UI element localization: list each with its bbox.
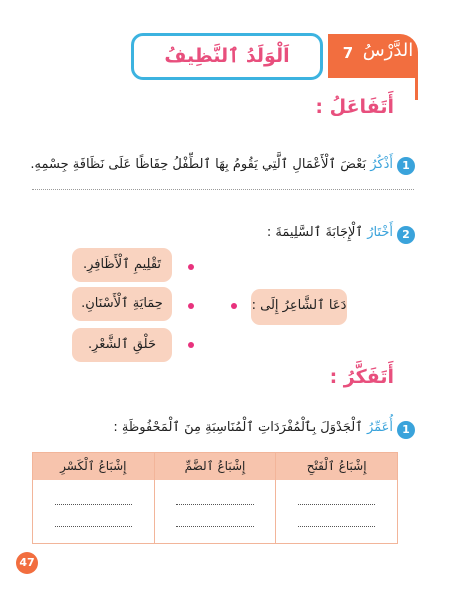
- question-3-body: ٱلْجَدْوَلَ بِٱلْمُفْرَدَاتِ ٱلْمُنَاسِبَةِ مِنَ ٱلْمَحْفُوظَةِ :: [113, 420, 367, 435]
- option-2[interactable]: حِمَايَةِ ٱلْأَسْنَانِ.: [72, 287, 172, 321]
- option-2-dot[interactable]: [188, 303, 194, 309]
- question-1-keyword: أَذْكُرُ: [370, 157, 393, 172]
- option-1-dot[interactable]: [188, 264, 194, 270]
- vocab-table: [32, 452, 398, 544]
- table-cell-fatha[interactable]: [275, 480, 397, 543]
- page-number: 47: [16, 552, 38, 574]
- table-header-kasra: إِشْبَاعُ ٱلْكَسْرِ: [60, 459, 127, 473]
- option-3[interactable]: حَلْقِ ٱلشَّعْرِ.: [72, 328, 172, 362]
- answer-line[interactable]: [176, 526, 253, 527]
- option-1[interactable]: تَقْلِيمِ ٱلْأَظَافِرِ.: [72, 248, 172, 282]
- question-number-3: 1: [397, 421, 415, 439]
- table-header-fatha: إِشْبَاعُ ٱلْفَتْحِ: [275, 453, 397, 480]
- question-2-keyword: أَخْتَارُ: [367, 225, 393, 240]
- tab-divider: [415, 78, 418, 100]
- question-number-1: 1: [397, 157, 415, 175]
- answer-line[interactable]: [298, 504, 375, 505]
- answer-line[interactable]: [32, 189, 414, 190]
- prompt-connector-dot[interactable]: [231, 303, 237, 309]
- lesson-label: الدَّرْسُ: [362, 40, 414, 61]
- answer-line[interactable]: [298, 526, 375, 527]
- question-2-prompt: دَعَا ٱلشَّاعِرُ إِلَى :: [251, 289, 347, 325]
- question-number-2: 2: [397, 226, 415, 244]
- question-1-text: [30, 157, 393, 172]
- table-cell-damma[interactable]: [154, 480, 276, 543]
- section-heading-interact: أَتَفَاعَلُ :: [315, 96, 394, 118]
- table-cell-kasra[interactable]: [33, 480, 154, 543]
- question-1-body: بَعْضَ ٱلْأَعْمَالِ ٱلَّتِي يَقُومُ بِهَا ٱلطِّفْلُ حِفَاظًا عَلَى نَظَافَةِ جِسْمِهِ.: [30, 157, 371, 172]
- answer-line[interactable]: [55, 504, 132, 505]
- lesson-title: اَلْوَلَدُ ٱلنَّظِيفُ: [164, 45, 290, 67]
- table-header-row: [33, 453, 397, 480]
- table-row: [33, 480, 397, 543]
- lesson-tab: [328, 34, 418, 78]
- answer-line[interactable]: [55, 526, 132, 527]
- question-3-keyword: أُعَمِّرُ: [366, 420, 393, 435]
- answer-line[interactable]: [176, 504, 253, 505]
- option-3-dot[interactable]: [188, 342, 194, 348]
- lesson-number: 7: [342, 44, 354, 62]
- section-heading-reflect: أَتَفَكَّرُ :: [329, 366, 394, 388]
- question-2-body: ٱلْإِجَابَةَ ٱلسَّلِيمَةَ :: [266, 225, 368, 240]
- question-2-text: [267, 225, 393, 240]
- lesson-title-box: [131, 33, 323, 80]
- table-header-damma: إِشْبَاعُ ٱلضَّمِّ: [154, 453, 276, 480]
- question-3-text: [113, 420, 393, 435]
